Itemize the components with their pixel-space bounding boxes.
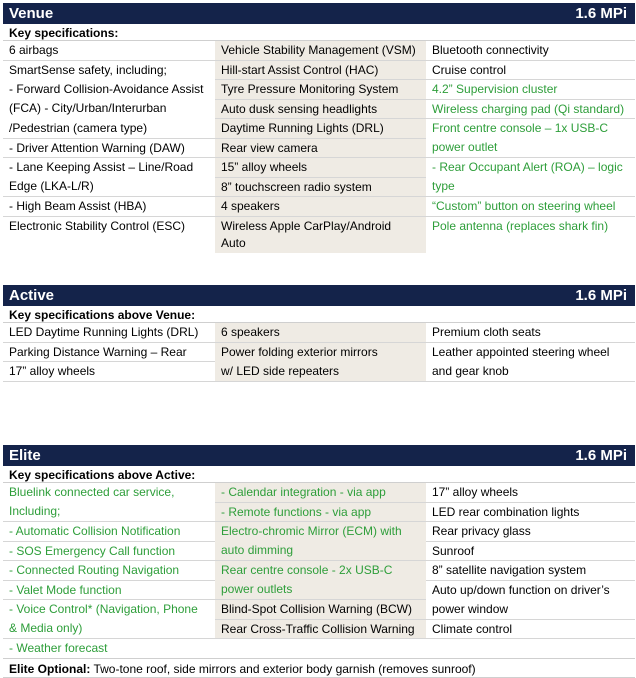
spec-cell: LED rear combination lights — [426, 502, 635, 522]
spec-cell: 6 speakers — [215, 323, 426, 342]
spec-cell: - Weather forecast — [9, 641, 108, 655]
spec-cell: type — [426, 177, 635, 197]
spec-cell: - Automatic Collision Notification — [3, 522, 215, 542]
spec-cell: power window — [426, 600, 635, 620]
spec-cell: Bluetooth connectivity — [426, 41, 635, 60]
elite-optional-text: Two-tone roof, side mirrors and exterior body garnish (removes sunroof) — [90, 661, 476, 676]
elite-header — [3, 445, 635, 466]
spec-cell: - SOS Emergency Call function — [3, 541, 215, 561]
venue-title: Venue — [9, 5, 54, 22]
spec-line: Wireless Apple CarPlay/Android — [221, 218, 392, 233]
spec-cell: Daytime Running Lights (DRL) — [215, 119, 426, 139]
spec-cell: Electro-chromic Mirror (ECM) with — [215, 522, 426, 542]
spec-cell: power outlets — [215, 580, 426, 600]
spec-cell: Electronic Stability Control (ESC) — [9, 218, 186, 233]
spec-cell: Leather appointed steering wheel — [432, 344, 610, 359]
spec-cell: Tyre Pressure Monitoring System — [215, 80, 426, 100]
active-subtitle: Key specifications above Venue: — [3, 306, 635, 323]
spec-cell: w/ LED side repeaters — [215, 362, 426, 382]
spec-cell: LED Daytime Running Lights (DRL) — [3, 323, 215, 342]
spec-cell: Cruise control — [426, 60, 635, 80]
spec-cell — [215, 216, 426, 253]
spec-cell: Rear Cross-Traffic Collision Warning — [215, 619, 426, 639]
spec-cell: - Forward Collision-Avoidance Assist — [9, 81, 204, 96]
spec-cell: - Valet Mode function — [3, 580, 215, 600]
venue-header — [3, 3, 635, 24]
spec-cell: - Calendar integration - via app — [215, 483, 426, 502]
spec-cell: (FCA) - City/Urban/Interurban — [9, 101, 167, 115]
spec-cell: Sunroof — [426, 541, 635, 561]
spec-cell: /Pedestrian (camera type) — [3, 119, 215, 139]
spec-cell: Climate control — [426, 619, 635, 639]
elite-engine: 1.6 MPi — [575, 447, 627, 464]
spec-cell: - Connected Routing Navigation — [3, 561, 215, 581]
spec-cell: Auto dusk sensing headlights — [215, 99, 426, 119]
spec-cell: - Voice Control* (Navigation, Phone — [9, 602, 198, 616]
spec-cell: auto dimming — [215, 541, 426, 561]
spec-cell: Rear view camera — [215, 138, 426, 158]
spec-cell: 6 airbags — [3, 41, 215, 60]
spec-cell: Vehicle Stability Management (VSM) — [215, 41, 426, 60]
spec-cell: 17” alloy wheels — [3, 362, 215, 382]
elite-spec-table — [3, 483, 635, 658]
spec-cell: Edge (LKA-L/R) — [3, 177, 215, 197]
spec-cell: SmartSense safety, including; — [9, 62, 167, 77]
spec-cell: - Lane Keeping Assist – Line/Road — [9, 160, 194, 174]
spec-cell: “Custom” button on steering wheel — [426, 197, 635, 217]
spec-cell: 8” satellite navigation system — [426, 561, 635, 581]
spec-cell: 4 speakers — [215, 197, 426, 217]
spec-cell: power outlet — [426, 138, 635, 158]
spec-cell: Hill-start Assist Control (HAC) — [215, 60, 426, 80]
elite-title: Elite — [9, 447, 41, 464]
spec-cell: & Media only) — [3, 619, 215, 639]
spec-cell: Rear privacy glass — [426, 522, 635, 542]
active-section — [3, 285, 635, 382]
spec-cell: Blind-Spot Collision Warning (BCW) — [215, 600, 426, 620]
venue-section — [3, 3, 635, 253]
active-title: Active — [9, 287, 55, 304]
spec-cell: Parking Distance Warning – Rear — [3, 342, 215, 362]
venue-spec-table — [3, 41, 635, 253]
spec-line: Auto — [221, 236, 246, 250]
active-header — [3, 285, 635, 306]
spec-cell: 17” alloy wheels — [426, 483, 635, 502]
spec-cell: - Driver Attention Warning (DAW) — [3, 138, 215, 158]
spec-cell: Bluelink connected car service, — [9, 485, 175, 499]
spec-cell: 4.2” Supervision cluster — [426, 80, 635, 100]
active-engine: 1.6 MPi — [575, 287, 627, 304]
spec-cell — [426, 639, 635, 658]
active-spec-table — [3, 323, 635, 382]
spec-cell: Premium cloth seats — [426, 323, 635, 342]
spec-cell: Wireless charging pad (Qi standard) — [426, 99, 635, 119]
spec-cell: Rear centre console - 2x USB-C — [215, 561, 426, 581]
venue-subtitle: Key specifications: — [3, 24, 635, 41]
spec-cell: Including; — [3, 502, 215, 522]
spec-cell: - Remote functions - via app — [215, 502, 426, 522]
spec-cell: Auto up/down function on driver’s — [432, 582, 610, 597]
spec-cell: - High Beam Assist (HBA) — [3, 197, 215, 217]
spec-cell: and gear knob — [426, 362, 635, 382]
spec-cell: 8” touchscreen radio system — [215, 177, 426, 197]
spec-cell: Pole antenna (replaces shark fin) — [432, 218, 609, 233]
spec-cell: Front centre console – 1x USB-C — [432, 121, 609, 135]
spec-cell: - Rear Occupant Alert (ROA) – logic — [432, 160, 623, 174]
spec-cell: 15” alloy wheels — [215, 158, 426, 178]
elite-optional — [3, 658, 635, 678]
elite-optional-label: Elite Optional: — [9, 661, 91, 676]
elite-section — [3, 445, 635, 678]
spec-cell — [215, 639, 426, 658]
elite-subtitle: Key specifications above Active: — [3, 466, 635, 483]
venue-engine: 1.6 MPi — [575, 5, 627, 22]
spec-cell: Power folding exterior mirrors — [215, 342, 426, 362]
